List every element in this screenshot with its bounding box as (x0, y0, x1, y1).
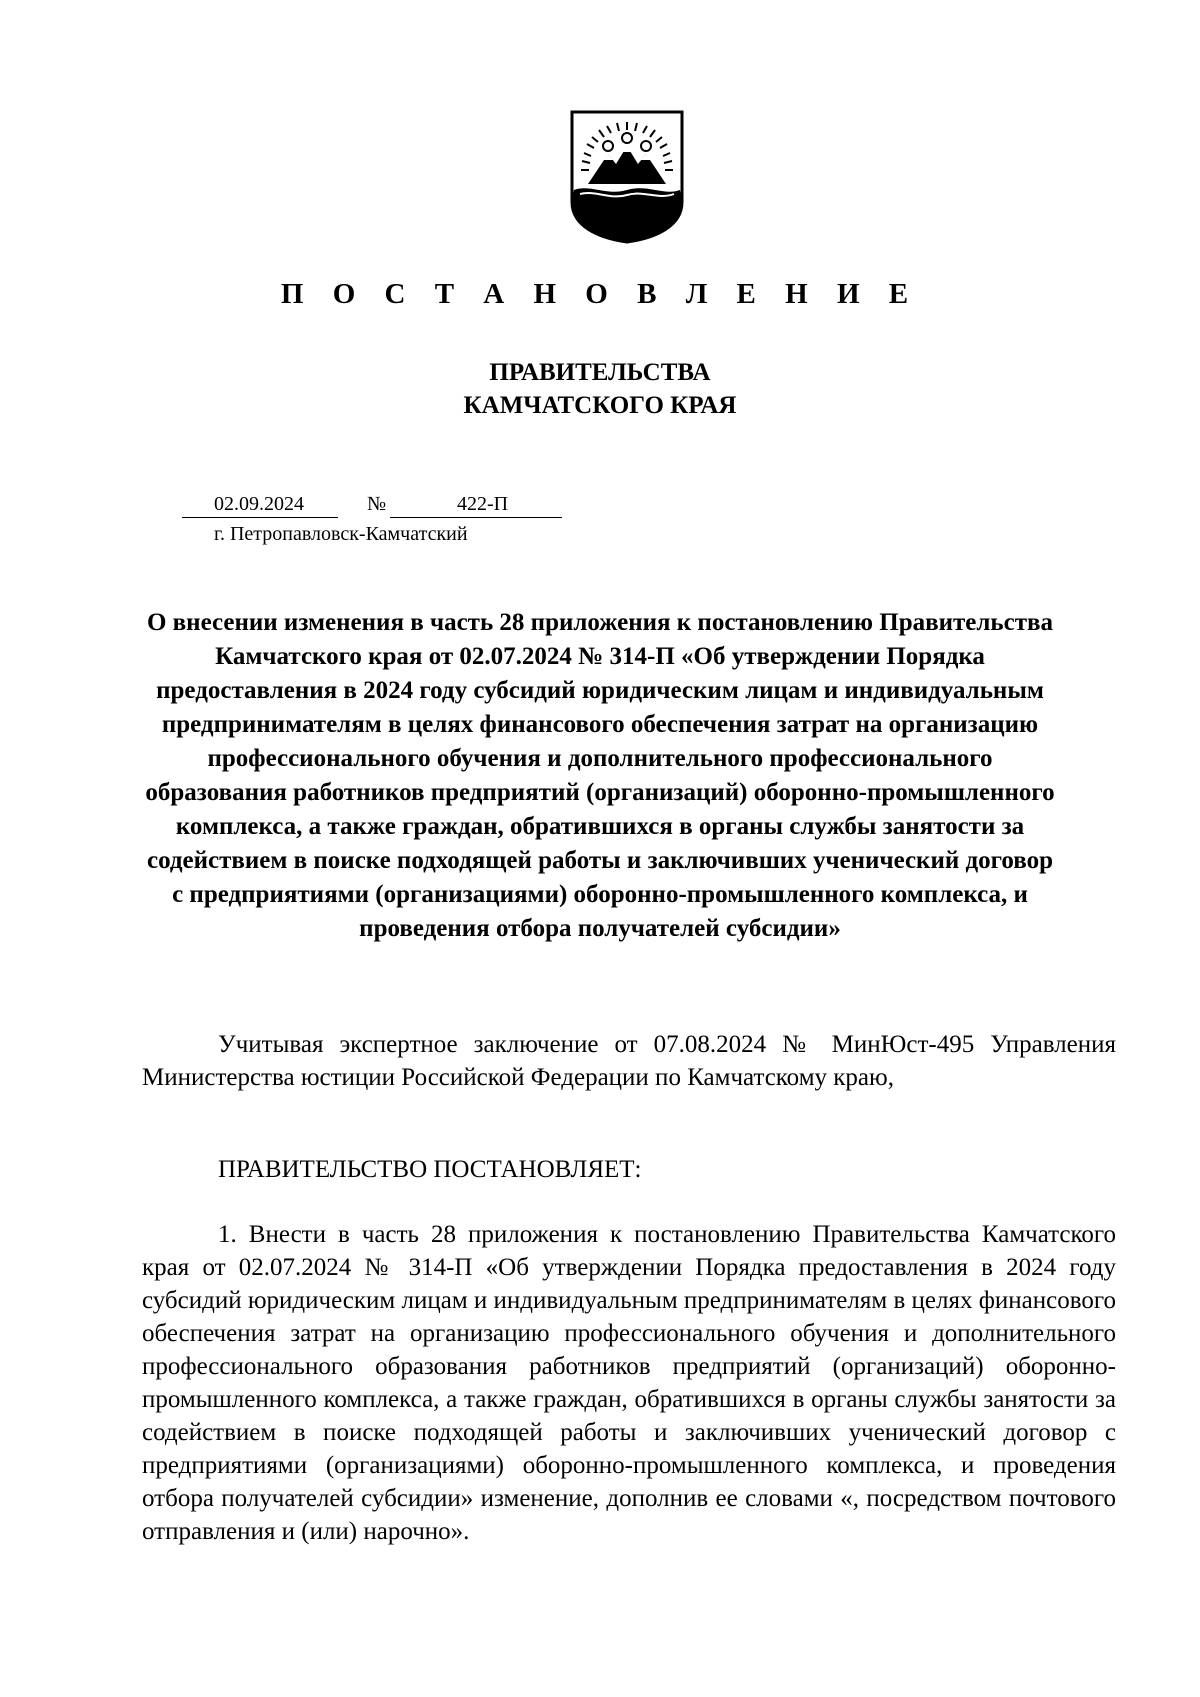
number-underline (390, 517, 562, 518)
document-type-title: П О С Т А Н О В Л Е Н И Е (280, 278, 920, 310)
date-underline (182, 517, 338, 518)
item-1-paragraph: 1. Внести в часть 28 приложения к постановлению Правительства Камчатского края от 02.07.2024 № 314-П «Об утверждении Порядка предоставления в 2024 году субсидий юридическим лицам и индивидуальным предпринимателям в целях финансового обеспечения затрат на организацию профессионального обучения и дополнительного профессионального образования работников предприятий (организаций) оборонно-промышленного комплекса, а также граждан, обратившихся в органы службы занятости за содействием в поиске подходящей работы и заключивших ученический договор с предприятиями (организациями) оборонно-промышленного комплекса, и проведения отбора получателей субсидии» изменение, дополнив ее словами «, посредством почтового отправления и (или) нарочно». (142, 1221, 1116, 1545)
resolves-line: ПРАВИТЕЛЬСТВО ПОСТАНОВЛЯЕТ: (218, 1156, 642, 1183)
document-date: 02.09.2024 (214, 493, 304, 515)
document-subject: О внесении изменения в часть 28 приложения к постановлению Правительства Камчатского края от 02.07.2024 № 314-П «Об утверждении Порядка предоставления в 2024 году субсидий юридическим лицам и индивидуальным предпринимателям в целях финансового обеспечения затрат на организацию профессионального обучения и дополнительного профессионального образования работников предприятий (организаций) оборонно-промышленного комплекса, а также граждан, обратившихся в органы службы занятости за содействием в поиске подходящей работы и заключивших ученический договор с предприятиями (организациями) оборонно-промышленного комплекса, и проведения отбора получателей субсидии» (145, 609, 1055, 942)
document-number: 422-П (457, 493, 509, 515)
number-sign: № (367, 493, 387, 515)
document-place: г. Петропавловск-Камчатский (214, 523, 468, 545)
issuer-line-2: КАМЧАТСКОГО КРАЯ (463, 392, 737, 419)
issuer-block (0, 356, 1200, 422)
preamble-paragraph: Учитывая экспертное заключение от 07.08.2024 № МинЮст-495 Управления Министерства юстиции Российской Федерации по Камчатскому краю, (142, 1031, 1116, 1091)
coat-of-arms-icon (570, 110, 684, 244)
issuer-line-1: ПРАВИТЕЛЬСТВА (489, 359, 711, 386)
